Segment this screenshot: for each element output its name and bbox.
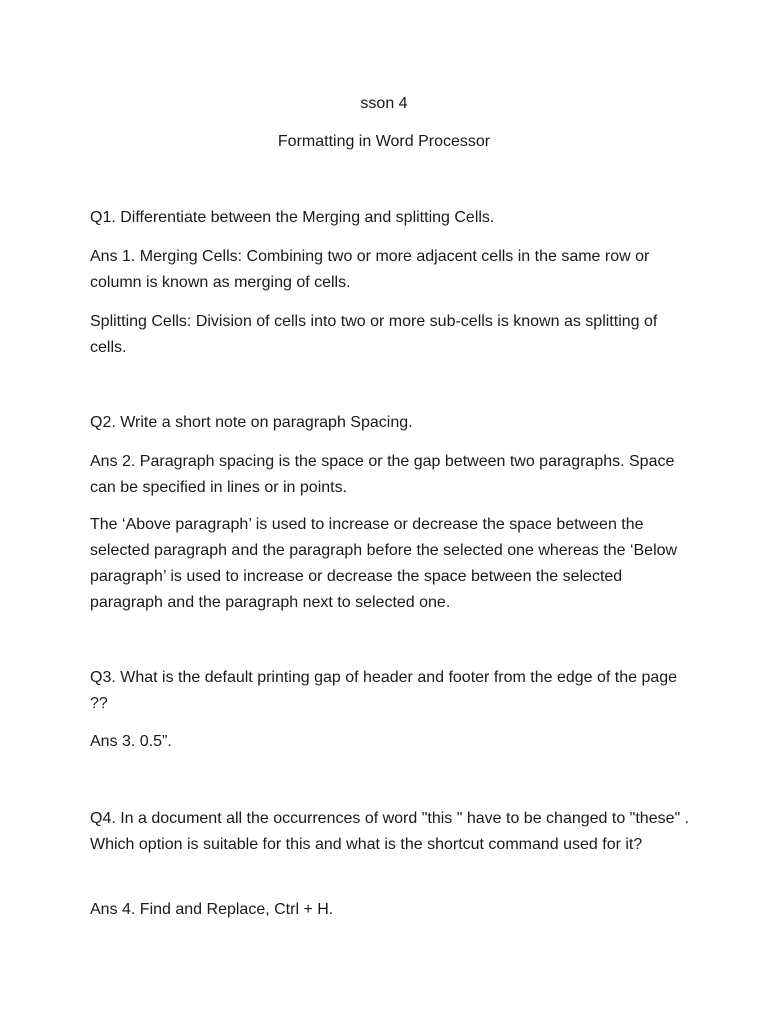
q2-answer-spacing: Ans 2. Paragraph spacing is the space or the gap between two paragraphs. Space can be specified in lines or in points. [90, 453, 675, 496]
q4-answer: Ans 4. Find and Replace, Ctrl + H. [90, 901, 334, 918]
q3-question: Q3. What is the default printing gap of header and footer from the edge of the page ?? [90, 669, 678, 712]
q1-question: Q1. Differentiate between the Merging and splitting Cells. [90, 209, 495, 226]
q2-question: Q2. Write a short note on paragraph Spacing. [90, 414, 413, 431]
lesson-title: Formatting in Word Processor [277, 133, 491, 150]
lesson-heading: sson 4 [360, 95, 408, 112]
q1-answer-merging: Ans 1. Merging Cells: Combining two or more adjacent cells in the same row or column is known as merging of cells. [90, 248, 650, 291]
q4-question: Q4. In a document all the occurrences of word "this " have to be changed to "these" . Which option is suitable for this and what is the shortcut command used for it? [90, 810, 690, 853]
q2-answer-above-below: The ‘Above paragraph’ is used to increase or decrease the space between the selected paragraph and the paragraph before the selected one whereas the ‘Below paragraph’ is used to increase or decrease the space between the selected paragraph and the paragraph next to selected one. [90, 516, 678, 611]
q3-answer: Ans 3. 0.5”. [90, 733, 172, 750]
q1-answer-splitting: Splitting Cells: Division of cells into two or more sub-cells is known as splitting of cells. [90, 313, 658, 356]
